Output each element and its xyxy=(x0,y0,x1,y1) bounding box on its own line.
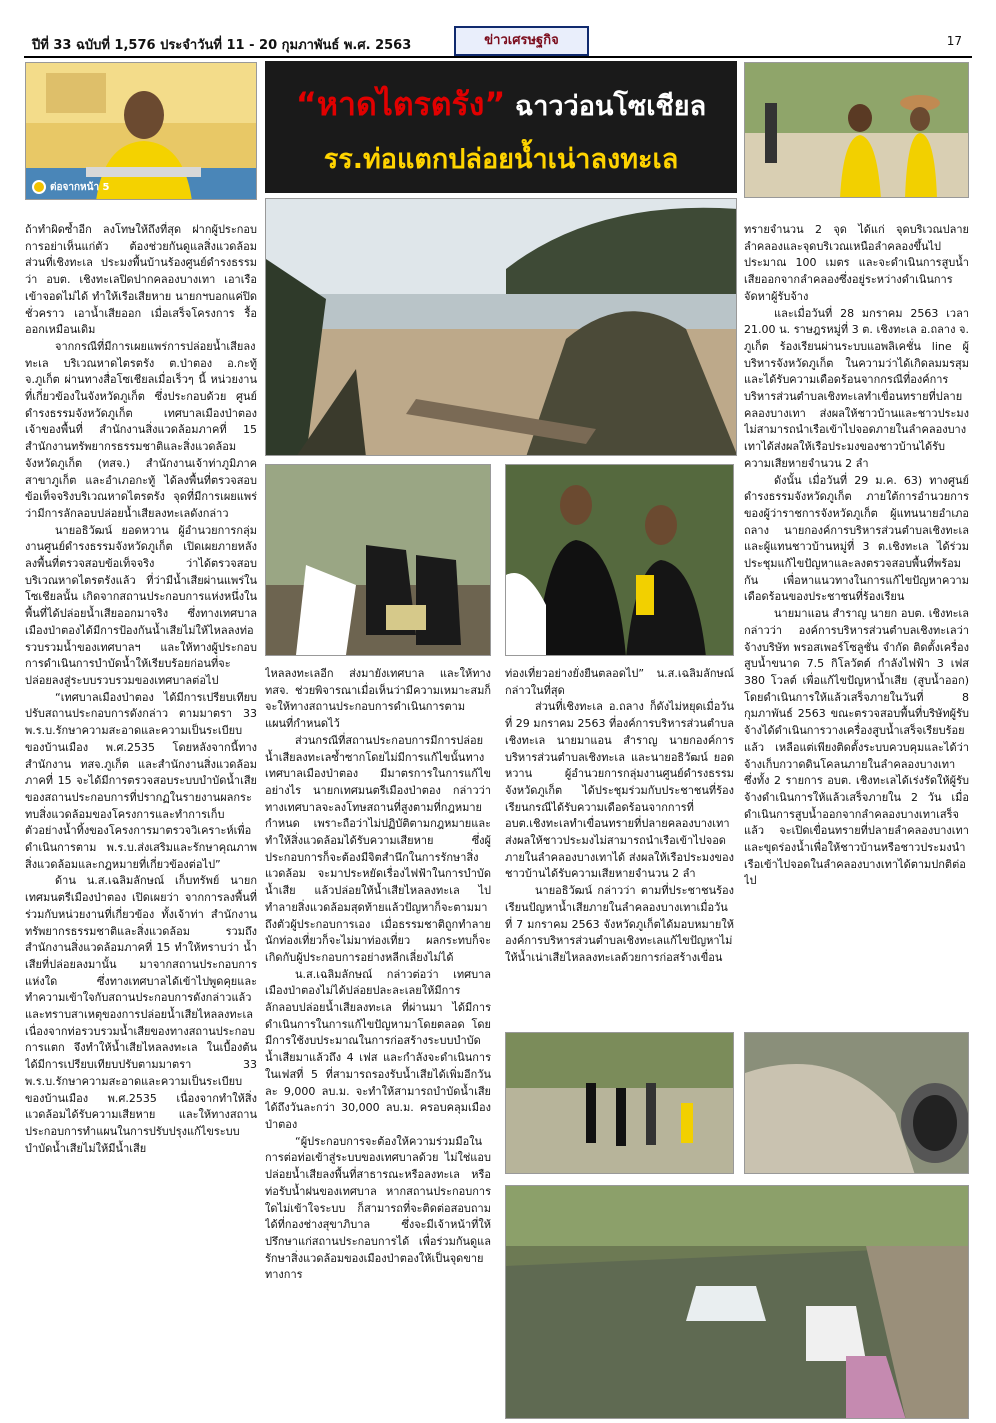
col2-para: ไหลลงทะเลอีก ส่งมายังเทศบาล และให้ทาง ทสจ. ช่วยพิจารณาเมื่อเห็นว่ามีความเหมาะสมก็จะให้ทางสถานประกอบการดำเนินการตามแผนที่กำหนดไว้ xyxy=(265,667,491,731)
official-portrait-photo xyxy=(25,62,257,200)
headline-red: “หาดไตรตรัง” xyxy=(295,85,506,123)
col1-para: นายอธิวัฒน์ ยอดหวาน ผู้อำนวยการกลุ่มงานศูนย์ดำรงธรรมจังหวัดภูเก็ต เปิดเผยภายหลังลงพื้นที่ตรวจสอบข้อเท็จจริง ว่าได้ตรวจสอบบริเวณหาดไตรตรังแล้ว ที่ว่ามีน้ำเสียผ่านแพร่ในโซเชียลนั้น เกิดจากสถานประกอบการแห่งหนึ่งในพื้นที่ได้ปล่อยน้ำเสียออกมาจริง ซึ่งทางเทศบาลเมืองป่าตองได้มีการป้องกันน้ำเสียไม่ให้ไหลลงท่อรวบรวมน้ำของเทศบาลฯ และให้ทางผู้ประกอบการดำเนินการบำบัดน้ำให้เรียบร้อยก่อนที่จะปล่อยลงสู่ระบบรวบรวมของเทศบาลต่อไป xyxy=(25,523,257,687)
col1-para: จากกรณีที่มีการเผยแพร่การปล่อยน้ำเสียลงทะเล บริเวณหาดไตรตรัง ต.ป่าตอง อ.กะทู้ จ.ภูเก็ต ผ่านทางสื่อโซเชียลเมื่อเร็วๆ นี้ หน่วยงานที่เกี่ยวข้องในจังหวัดภูเก็ต ซึ่งประกอบด้วย ศูนย์ดำรงธรรมจังหวัดภูเก็ต เทศบาลเมืองป่าตอง เจ้าของพื้นที่ สำนักงานสิ่งแวดล้อมภาคที่ 15 สำนักงานทรัพยากรธรรมชาติและสิ่งแวดล้อมจังหวัดภูเก็ต (ทสจ.) สำนักงานเจ้าท่าภูมิภาคสาขาภูเก็ต และอำเภอกะทู้ ได้ลงพื้นที่ตรวจสอบข้อเท็จจริงบริเวณหาดไตรตรัง จุดที่มีการเผยแพร่ว่ามีการลักลอบปล่อยน้ำเสียลงทะเลดังกล่าว xyxy=(25,339,257,520)
col3-para: ส่วนที่เชิงทะเล อ.ถลาง ก็ดังไม่หยุดเมื่อวันที่ 29 มกราคม 2563 ที่องค์การบริหารส่วนตำบลเชิงทะเล นายมาแอน สำราญ นายกองค์การบริหารส่วนตำบลเชิงทะเล และนายอธิวัฒน์ ยอดหวาน ผู้อำนวยการกลุ่มงานศูนย์ดำรงธรรมจังหวัดภูเก็ต ได้ประชุมร่วมกับประชาชนที่ร้องเรียนกรณีได้รับความเดือดร้อนจากการที่ อบต.เชิงทะเลทำเขื่อนทรายที่ปลายคลองบางเทาส่งผลให้ชาวประมงไม่สามารถนำเรือเข้าไปจอดภายในลำคลองบางเทาได้ ส่งผลให้เรือประมงของชาวบ้านได้รับความเสียหายจำนวน 2 ลำ xyxy=(505,700,734,881)
article-column-2 xyxy=(265,666,491,1420)
caption-dot-icon xyxy=(32,180,46,194)
header-rule xyxy=(24,56,972,58)
col1-para: ด้าน น.ส.เฉลิมลักษณ์ เก็บทรัพย์ นายกเทศมนตรีเมืองป่าตอง เปิดเผยว่า จากการลงพื้นที่ร่วมกับหน่วยงานที่เกี่ยวข้อง ทั้งเจ้าท่า สำนักงานทรัพยากรธรรมชาติและสิ่งแวดล้อม รวมถึงสำนักงานสิ่งแวดล้อมภาคที่ 15 ทำให้ทราบว่า น้ำเสียที่ปล่อยลงมานั้น มาจากสถานประกอบการแห่งใด ซึ่งทางเทศบาลได้เข้าไปพูดคุยและทำความเข้าใจกับสถานประกอบการดังกล่าวแล้ว และทราบสาเหตุของการปล่อยน้ำเสียไหลลงทะเลเนื่องจากท่อรวบรวมน้ำเสียของทางสถานประกอบการแตก จึงทำให้น้ำเสียไหลลงทะเล ในเบื้องต้นได้มีการเปรียบเทียบปรับตามมาตรา 33 พ.ร.บ.รักษาความสะอาดและความเป็นระเบียบของบ้านเมือง พ.ศ.2535 เนื่องจากทำให้สิ่งแวดล้อมได้รับความเสียหาย และให้ทางสถานประกอบการทำแผนในการปรับปรุงแก้ไขระบบบำบัดน้ำเสียไม่ให้มีน้ำเสีย xyxy=(25,874,257,1155)
canal-visit-photo xyxy=(505,1032,734,1174)
site-inspection-photo-1 xyxy=(744,62,969,198)
col3-para: นายอธิวัฒน์ กล่าวว่า ตามที่ประชาชนร้องเรียนปัญหาน้ำเสียภายในลำคลองบางเทาเมื่อวันที่ 7 มกราคม 2563 จังหวัดภูเก็ตได้มอบหมายให้องค์การบริหารส่วนตำบลเชิงทะเลแก้ไขปัญหาไม่ให้น้ำเน่าเสียไหลลงทะเลด้วยการก่อสร้างเขื่อน xyxy=(505,884,734,964)
col4-para: และเมื่อวันที่ 28 มกราคม 2563 เวลา 21.00 น. ราษฎรหมู่ที่ 3 ต. เชิงทะเล อ.ถลาง จ. ภูเก็ต ร้องเรียนผ่านระบบแอพลิเคชั่น line ผู้บริหารจังหวัดภูเก็ต ในความว่าได้เกิดลมมรสุมและได้รับความเดือดร้อนจากกรณีที่องค์การบริหารส่วนตำบลเชิงทะเลทำเขื่อนทรายที่ปลายคลองบางเทา ส่งผลให้ชาวบ้านและชาวประมงไม่สามารถนำเรือเข้าไปจอดภายในลำคลองบางเทาได้ส่งผลให้เรือประมงของชาวบ้านได้รับความเสียหายจำนวน 2 ลำ xyxy=(744,306,969,470)
boats-in-canal-photo xyxy=(505,1185,969,1419)
article-column-3 xyxy=(505,666,734,1028)
col2-para: น.ส.เฉลิมลักษณ์ กล่าวต่อว่า เทศบาลเมืองป่าตองไม่ได้ปล่อยปละละเลยให้มีการลักลอบปล่อยน้ำเสียลงทะเล ที่ผ่านมา ได้มีการดำเนินการในการแก้ไขปัญหามาโดยตลอด โดยมีการใช้งบประมาณในการก่อสร้างระบบบำบัดน้ำเสียมาแล้วถึง 4 เฟส และกำลังจะดำเนินการในเฟสที่ 5 ที่สามารถรองรับน้ำเสียได้เพิ่มอีกวันละ 9,000 ลบ.ม. จะทำให้สามารถบำบัดน้ำเสียได้ถึงวันละกว่า 30,000 ลบ.ม. ครอบคลุมเมืองป่าตอง xyxy=(265,967,491,1131)
col4-para: นายมาแอน สำราญ นายก อบต. เชิงทะเล กล่าวว่า องค์การบริหารส่วนตำบลเชิงทะเลว่าจ้างบริษัท พรอสเพอร์โซลูชั่น จำกัด ติดตั้งเครื่องสูบน้ำขนาด 7.5 กิโลวัตต์ กำลังไฟฟ้า 3 เฟส 380 โวลต์ เพื่อแก้ไขปัญหาน้ำเสีย (สูบน้ำออก) โดยดำเนินการให้แล้วเสร็จภายในวันที่ 8 กุมภาพันธ์ 2563 ขณะตรวจสอบพื้นที่บริษัทผู้รับจ้างได้ดำเนินการวางเครื่องสูบน้ำเสร็จเรียบร้อยแล้ว เหลือแต่เพียงติดตั้งระบบควบคุมและได้ว่าจ้างเก็บกวาดดินโคลนภายในลำคลองบางเทา ซึ่งทั้ง 2 รายการ อบต. เชิงทะเลได้เร่งรัดให้ผู้รับจ้างดำเนินการให้แล้วเสร็จภายใน 2 วัน เมื่อดำเนินการสูบน้ำออกจากลำคลองบางเทาเสร็จแล้ว จะเปิดเขื่อนทรายที่ปลายลำคลองบางเทาและขุดร่องน้ำเพื่อให้ชาวบ้านหรือชาวประมงนำเรือเข้าไปจอดในลำคลองบางเทาได้ตามปกติต่อไป xyxy=(744,607,969,888)
page-number: 17 xyxy=(946,34,962,48)
headline-white: ฉาวว่อนโซเชียล xyxy=(514,91,707,122)
col1-para: “เทศบาลเมืองป่าตอง ได้มีการเปรียบเทียบปรับสถานประกอบการดังกล่าว ตามมาตรา 33 พ.ร.บ.รักษาความสะอาดและความเป็นระเบียบของบ้านเมือง พ.ศ.2535 โดยหลังจากนี้ทางสำนักงาน ทสจ.ภูเก็ต และสำนักงานสิ่งแวดล้อมภาคที่ 15 จะได้มีการตรวจสอบระบบบำบัดน้ำเสียของสถานประกอบการที่ปรากฏในรายงานผลกระทบสิ่งแวดล้อมของโครงการและทำการเก็บตัวอย่างน้ำทิ้งของโครงการมาตรวจวิเคราะห์เพื่อดำเนินการตาม พ.ร.บ.ส่งเสริมและรักษาคุณภาพสิ่งแวดล้อมและกฎหมายที่เกี่ยวข้องต่อไป” xyxy=(25,690,257,871)
officials-inspection-photo xyxy=(265,464,491,656)
article-column-4 xyxy=(744,222,969,1028)
officials-group-photo xyxy=(505,464,734,656)
headline-box xyxy=(265,61,737,193)
drain-pipe-photo xyxy=(744,1032,969,1174)
beach-photo xyxy=(265,198,737,456)
page-header xyxy=(24,26,972,56)
issue-info: ปีที่ 33 ฉบับที่ 1,576 ประจำวันที่ 11 - 20 กุมภาพันธ์ พ.ศ. 2563 xyxy=(32,38,412,53)
masthead-logo: ข่าวเศรษฐกิจ xyxy=(454,26,589,56)
photo-caption: ต่อจากหน้า 5 xyxy=(50,182,110,193)
headline-line-1 xyxy=(265,79,737,130)
headline-line-2: รร.ท่อแตกปล่อยน้ำเน่าลงทะเล xyxy=(323,144,679,175)
col4-para: ทรายจำนวน 2 จุด ได้แก่ จุดบริเวณปลายลำคลองและจุดบริเวณเหนือลำคลองขึ้นไปประมาณ 100 เมตร และจะดำเนินการสูบน้ำเสียออกจากลำคลองซึ่งอยู่ระหว่างดำเนินการจัดหาผู้รับจ้าง xyxy=(744,223,969,303)
col2-para: ส่วนกรณีที่สถานประกอบการมีการปล่อยน้ำเสียลงทะเลซ้ำซากโดยไม่มีการแก้ไขนั้นทางเทศบาลเมืองป่าตอง มีมาตรการในการแก้ไขอย่างไร นายกเทศมนตรีเมืองป่าตอง กล่าวว่า ทางเทศบาลจะลงโทษสถานที่สูงตามที่กฎหมายกำหนด เพราะถือว่าไม่ปฏิบัติตามกฎหมายและทำให้สิ่งแวดล้อมได้รับความเสียหาย ซึ่งผู้ประกอบการก็จะต้องมีจิตสำนึกในการรักษาสิ่งแวดล้อม จะมาประหยัดเรื่องไฟฟ้าในการบำบัดน้ำเสีย แล้วปล่อยให้น้ำเสียไหลลงทะเล ไปทำลายสิ่งแวดล้อมสุดท้ายแล้วปัญหาก็จะตามมาถึงตัวผู้ประกอบการเอง เมื่อธรรมชาติถูกทำลาย นักท่องเที่ยวก็จะไม่มาท่องเที่ยว ผลกระทบก็จะเกิดกับผู้ประกอบการอย่างหลีกเลี่ยงไม่ได้ xyxy=(265,733,491,964)
col4-para: ดังนั้น เมื่อวันที่ 29 ม.ค. 63) ทางศูนย์ดำรงธรรมจังหวัดภูเก็ต ภายใต้การอำนวยการของผู้ว่าราชการจังหวัดภูเก็ต ผู้แทนนายอำเภอถลาง นายกองค์การบริหารส่วนตำบลเชิงทะเลและผู้แทนชาวบ้านหมู่ที่ 3 ต.เชิงทะเล ได้ร่วมประชุมแก้ไขปัญหาและลงตรวจสอบพื้นที่พร้อมกัน เพื่อหาแนวทางในการแก้ไขปัญหาความเดือดร้อนของประชาชนที่ร้องเรียน xyxy=(744,473,969,604)
col2-para: “ผู้ประกอบการจะต้องให้ความร่วมมือในการต่อท่อเข้าสู่ระบบของเทศบาลด้วย ไม่ใช่แอบปล่อยน้ำเสียลงพื้นที่สาธารณะหรือลงทะเล หรือท่อรับน้ำฝนของเทศบาล หากสถานประกอบการใดไม่เข้าใจระบบ ก็สามารถที่จะติดต่อสอบถามได้ที่กองช่างสุขาภิบาล ซึ่งจะมีเจ้าหน้าที่ให้ปรึกษาแก่สถานประกอบการได้ เพื่อร่วมกันดูแลรักษาสิ่งแวดล้อมของเมืองป่าตองให้เป็นจุดขายทางการ xyxy=(265,1134,491,1282)
col3-para: ท่องเที่ยวอย่างยั่งยืนตลอดไป” น.ส.เฉลิมลักษณ์ กล่าวในที่สุด xyxy=(505,667,734,697)
col1-para: ถ้าทำผิดซ้ำอีก ลงโทษให้ถึงที่สุด ฝากผู้ประกอบการอย่าเห็นแก่ตัว ต้องช่วยกันดูแลสิ่งแวดล้อม ส่วนที่เชิงทะเล ประมงพื้นบ้านร้องศูนย์ดำรงธรรม ว่า อบต. เชิงทะเลปิดปากคลองบางเทา เอาเรือเข้าจอดไม่ได้ ทำให้เรือเสียหาย นายกฯบอกแค่ปิดชั่วคราว เอาน้ำเสียออก เมื่อเสร็จโครงการ รื้อออกเหมือนเดิม xyxy=(25,223,257,337)
article-column-1 xyxy=(25,222,257,1420)
